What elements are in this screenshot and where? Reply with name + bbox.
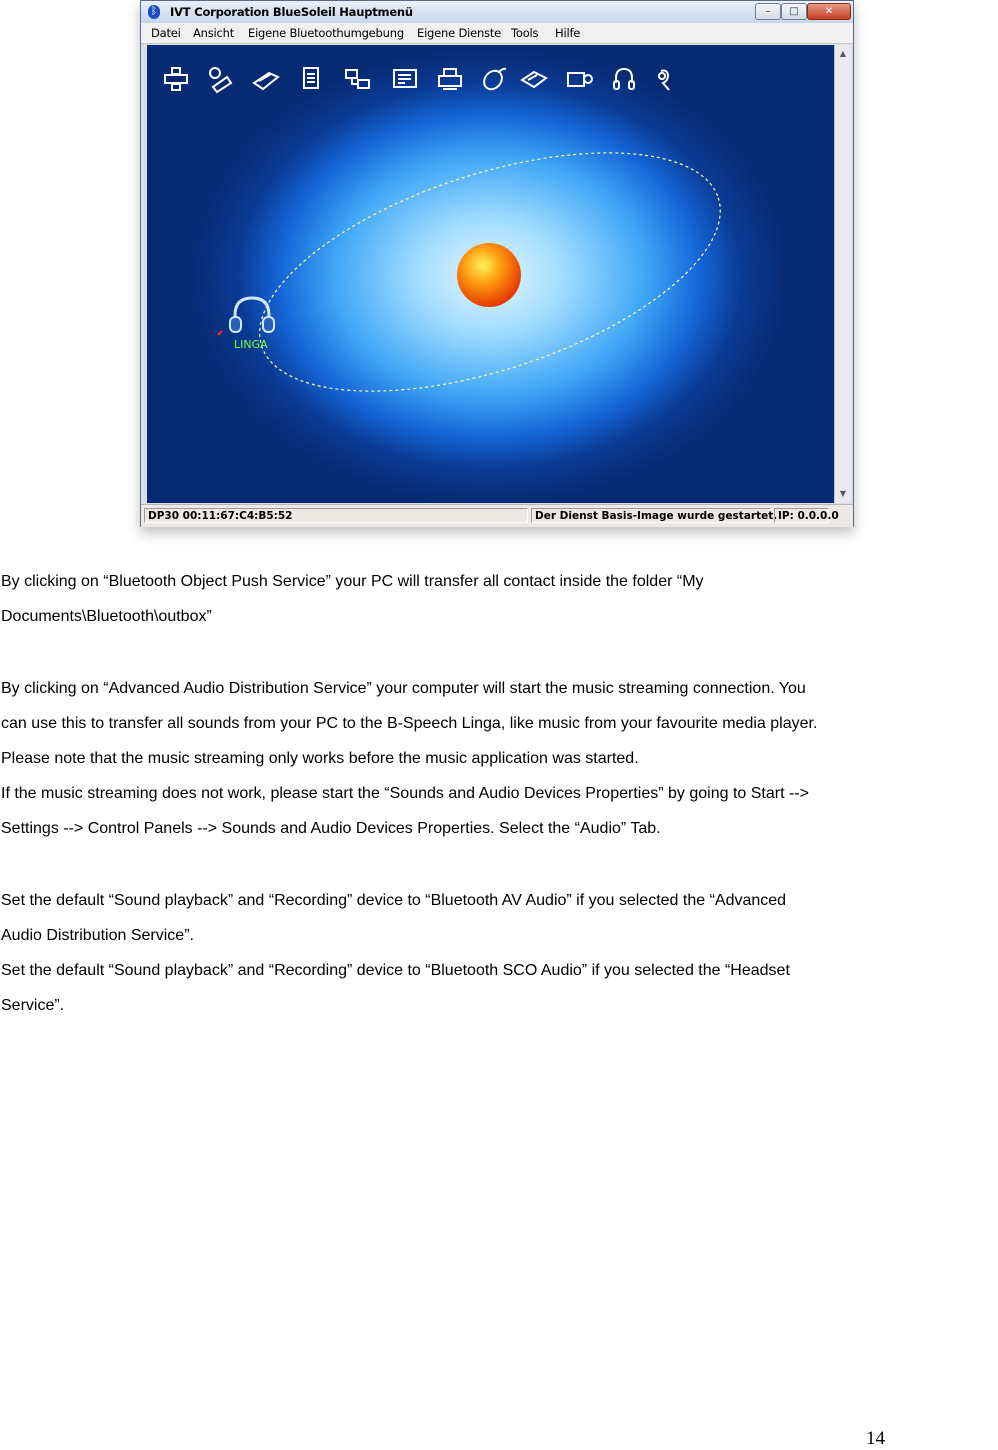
menu-hilfe[interactable]: Hilfe [555, 26, 581, 40]
close-button[interactable]: ✕ [807, 3, 851, 20]
device-orbit [147, 45, 834, 503]
scroll-up-icon[interactable]: ▲ [839, 49, 847, 58]
menu-eigene-bluetoothumgebung[interactable]: Eigene Bluetoothumgebung [248, 26, 404, 40]
device-label[interactable]: LINGA [234, 338, 268, 351]
status-ip: IP: 0.0.0.0 [774, 508, 829, 523]
maximize-button[interactable]: □ [781, 3, 807, 20]
page-number: 14 [866, 1428, 885, 1449]
text-line: Documents\Bluetooth\outbox” [1, 608, 212, 625]
window-title: IVT Corporation BlueSoleil Hauptmenü [170, 5, 413, 19]
bluetooth-environment-view[interactable] [147, 45, 834, 503]
menu-ansicht[interactable]: Ansicht [193, 26, 235, 40]
text-line: By clicking on “Advanced Audio Distribution Service” your computer will start the music streaming connection. You [1, 680, 806, 697]
text-line: If the music streaming does not work, please start the “Sounds and Audio Devices Properties” by going to Start --> [1, 785, 809, 802]
title-bar[interactable] [141, 1, 853, 24]
status-device: DP30 00:11:67:C4:B5:52 [144, 508, 528, 523]
bluetooth-icon: ᛒ [148, 5, 160, 19]
text-line: Please note that the music streaming only works before the music application was started. [1, 750, 639, 767]
headphones-icon[interactable] [218, 298, 274, 335]
bluesoleil-window [140, 0, 854, 527]
text-line: can use this to transfer all sounds from your PC to the B-Speech Linga, like music from your favourite media player. [1, 715, 818, 732]
paragraph-object-push [1, 564, 998, 634]
paragraph-default-device [1, 883, 998, 1023]
menu-datei[interactable]: Datei [151, 26, 181, 40]
text-line: Service”. [1, 997, 65, 1014]
text-line: Set the default “Sound playback” and “Recording” device to “Bluetooth SCO Audio” if you selected the “Headset [1, 962, 790, 979]
menu-eigene-dienste[interactable]: Eigene Dienste [417, 26, 502, 40]
menu-tools[interactable]: Tools [511, 26, 539, 40]
menu-bar [141, 23, 853, 44]
vertical-scrollbar[interactable] [834, 45, 851, 503]
text-line: By clicking on “Bluetooth Object Push Service” your PC will transfer all contact inside the folder “My [1, 573, 704, 590]
minimize-button[interactable]: – [755, 3, 781, 20]
text-line: Audio Distribution Service”. [1, 927, 194, 944]
text-line: Set the default “Sound playback” and “Recording” device to “Bluetooth AV Audio” if you selected the “Advanced [1, 892, 787, 909]
scroll-down-icon[interactable]: ▼ [839, 489, 847, 498]
paragraph-audio-distribution [1, 671, 998, 846]
status-bar [141, 504, 853, 527]
text-line: Settings --> Control Panels --> Sounds and Audio Devices Properties. Select the “Audio” Tab. [1, 820, 661, 837]
status-message: Der Dienst Basis-Image wurde gestartet. [531, 508, 771, 523]
local-device-sun[interactable] [457, 243, 521, 307]
